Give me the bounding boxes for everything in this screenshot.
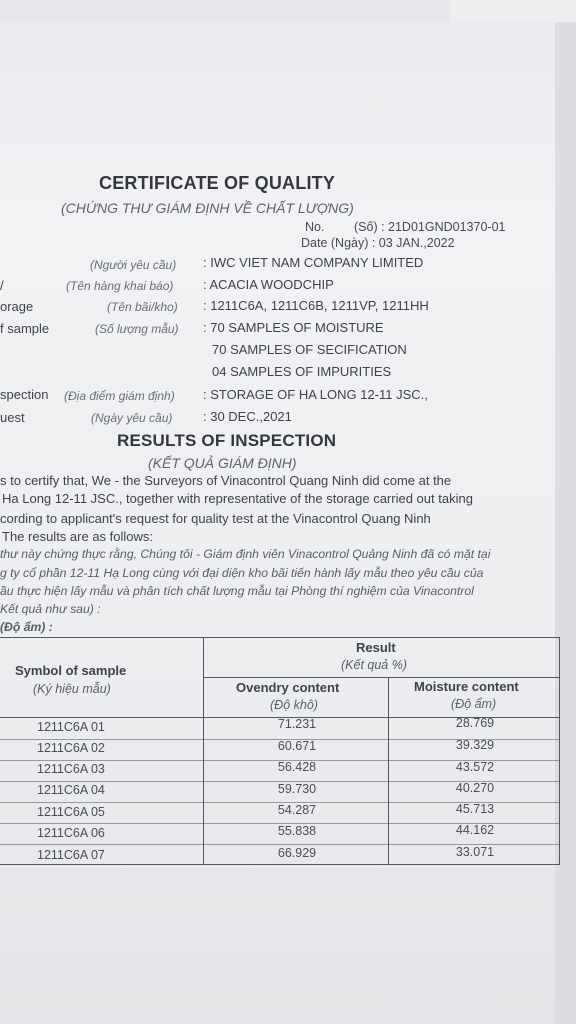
paragraph-en-line-3: cording to applicant's request for quality test at the Vinacontrol Quang Ninh <box>0 511 431 526</box>
table-cell-moisture: 33.071 <box>455 845 495 859</box>
detail-vi-goods: (Tên hàng khai báo) <box>66 279 174 293</box>
header-moisture-content: Moisture content <box>414 679 519 694</box>
page-edge <box>555 22 576 1024</box>
table-cell-moisture: 39.329 <box>455 738 495 752</box>
paragraph-en-line-4: The results are as follows: <box>2 529 154 544</box>
table-cell-moisture: 28.769 <box>455 716 495 730</box>
table-cell-sample: 1211C6A 01 <box>37 720 105 734</box>
detail-vi-samples: (Số lượng mẫu) <box>95 322 179 336</box>
table-column-divider-1 <box>203 637 204 865</box>
detail-value-moisture-samples: : 70 SAMPLES OF MOISTURE <box>203 320 384 335</box>
results-subtitle: (KẾT QUẢ GIÁM ĐỊNH) <box>148 455 297 471</box>
moisture-section-label: (Độ ẩm) : <box>0 620 53 634</box>
detail-value-request-date: : 30 DEC.,2021 <box>203 409 292 424</box>
detail-vi-applicant: (Người yêu cầu) <box>90 258 177 272</box>
paragraph-vi-line-2: g ty cổ phần 12-11 Hạ Long cùng với đại diện kho bãi tiến hành lấy mẫu theo yêu cầu của <box>0 566 484 580</box>
detail-label-samples: f sample <box>0 321 50 336</box>
certificate-no-value: (Số) : 21D01GND01370-01 <box>354 220 506 234</box>
header-result-vi: (Kết quả %) <box>341 658 408 672</box>
header-ovendry-content: Ovendry content <box>236 680 340 695</box>
detail-label-storage: orage <box>0 299 34 314</box>
paragraph-vi-line-1: thư này chứng thực rằng, Chúng tôi - Giám định viên Vinacontrol Quảng Ninh đã có mặt tại <box>0 547 491 561</box>
table-border-top <box>0 637 560 638</box>
table-cell-sample: 1211C6A 03 <box>37 762 105 776</box>
paragraph-vi-line-4: Kết quả như sau) : <box>0 602 101 616</box>
header-moisture-content-vi: (Độ ẩm) <box>451 697 497 711</box>
table-cell-ovendry: 71.231 <box>277 717 317 731</box>
certificate-no-label: No. <box>305 220 325 234</box>
detail-label-place: spection <box>0 387 49 402</box>
table-cell-sample: 1211C6A 06 <box>37 826 105 840</box>
table-cell-ovendry: 56.428 <box>277 760 317 774</box>
detail-vi-storage: (Tên bãi/kho) <box>107 300 178 314</box>
detail-vi-request-date: (Ngày yêu cầu) <box>91 411 173 425</box>
paragraph-vi-line-3: ầu thực hiện lấy mẫu và phân tích chất lượng mẫu tại Phòng thí nghiệm của Vinacontrol <box>0 584 474 598</box>
table-cell-moisture: 40.270 <box>455 781 495 795</box>
table-cell-ovendry: 54.287 <box>277 803 317 817</box>
table-cell-ovendry: 59.730 <box>277 782 317 796</box>
table-cell-moisture: 45.713 <box>455 802 495 816</box>
table-column-divider-2 <box>388 677 389 865</box>
detail-value-goods: : ACACIA WOODCHIP <box>203 277 334 292</box>
detail-value-storage: : 1211C6A, 1211C6B, 1211VP, 1211HH <box>203 298 429 313</box>
header-symbol-of-sample-vi: (Ký hiệu mẫu) <box>33 682 111 696</box>
certificate-title: CERTIFICATE OF QUALITY <box>99 173 336 193</box>
header-ovendry-content-vi: (Độ khô) <box>270 698 318 712</box>
table-result-divider <box>203 677 560 678</box>
table-cell-ovendry: 66.929 <box>277 846 317 860</box>
table-cell-sample: 1211C6A 02 <box>37 741 105 755</box>
paragraph-en-line-1: s to certify that, We - the Surveyors of Vinacontrol Quang Ninh did come at the <box>0 473 452 488</box>
detail-value-applicant: : IWC VIET NAM COMPANY LIMITED <box>203 255 424 270</box>
table-cell-moisture: 44.162 <box>455 823 495 837</box>
header-result: Result <box>356 640 396 655</box>
detail-vi-place: (Địa điểm giám định) <box>64 389 175 403</box>
detail-value-specification-samples: 70 SAMPLES OF SECIFICATION <box>212 342 407 357</box>
paragraph-en-line-2: Ha Long 12-11 JSC., together with representative of the storage carried out taking <box>2 491 473 506</box>
table-border-right <box>559 637 560 865</box>
results-title: RESULTS OF INSPECTION <box>117 431 337 450</box>
table-cell-ovendry: 55.838 <box>277 824 317 838</box>
header-symbol-of-sample: Symbol of sample <box>15 663 127 678</box>
table-cell-ovendry: 60.671 <box>277 739 317 753</box>
certificate-subtitle: (CHỨNG THƯ GIÁM ĐỊNH VỀ CHẤT LƯỢNG) <box>61 200 354 216</box>
table-cell-sample: 1211C6A 07 <box>37 848 105 862</box>
certificate-date: Date (Ngày) : 03 JAN.,2022 <box>301 236 455 250</box>
detail-value-impurity-samples: 04 SAMPLES OF IMPURITIES <box>212 364 392 379</box>
table-cell-sample: 1211C6A 05 <box>37 805 105 819</box>
detail-value-place: : STORAGE OF HA LONG 12-11 JSC., <box>203 387 428 402</box>
detail-label-request-date: uest <box>0 410 25 425</box>
detail-label-goods: / <box>0 278 4 293</box>
table-cell-sample: 1211C6A 04 <box>37 783 105 797</box>
table-cell-moisture: 43.572 <box>455 760 495 774</box>
table-border-bottom <box>0 864 560 865</box>
